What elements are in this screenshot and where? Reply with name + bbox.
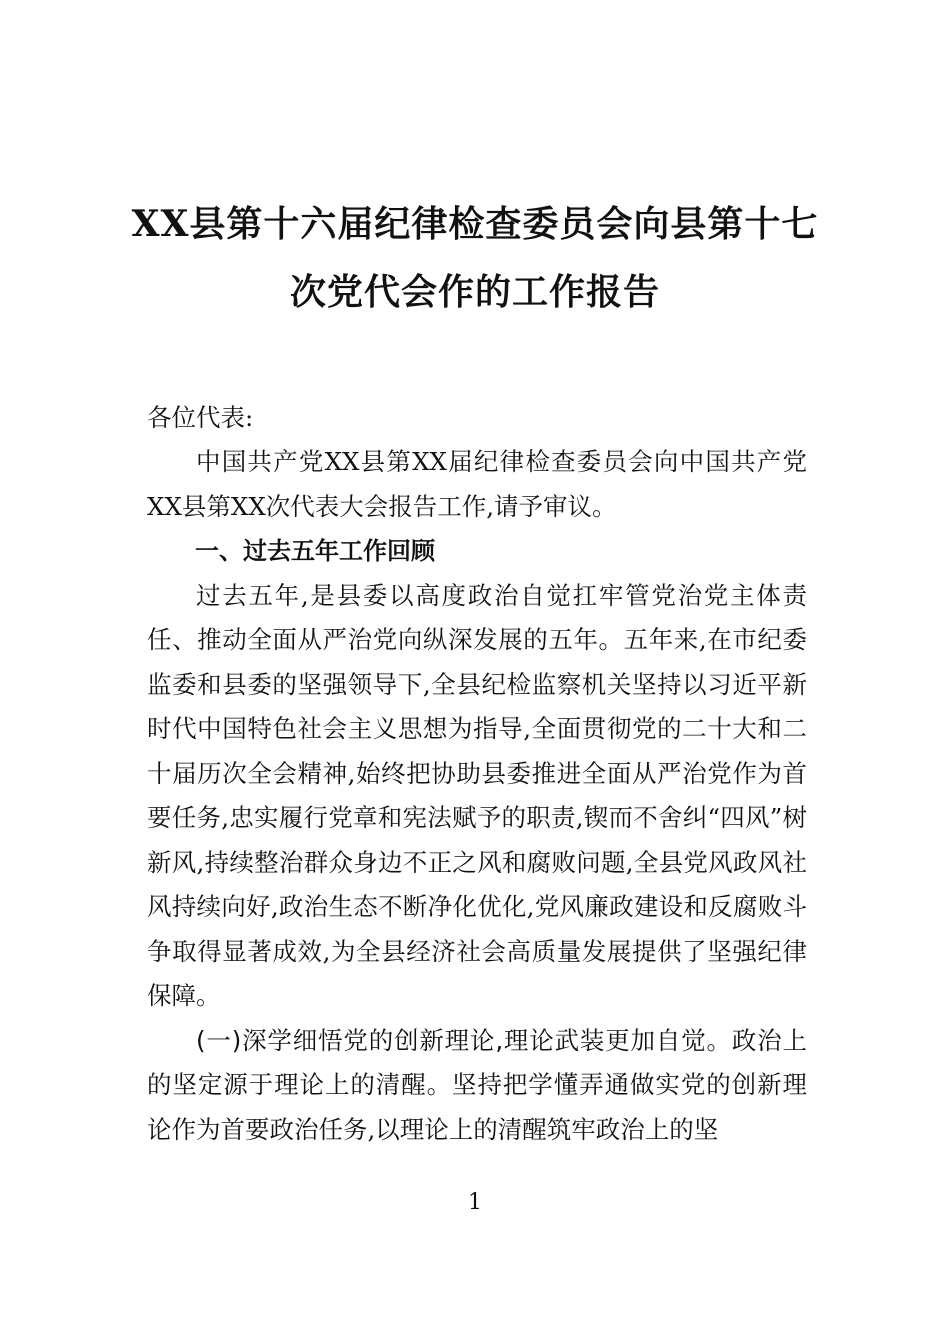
subsection-1-paragraph xyxy=(147,1019,807,1153)
section-heading-1: 一、过去五年工作回顾 xyxy=(195,537,435,565)
document-body xyxy=(147,440,807,1152)
page-number: 1 xyxy=(468,1190,482,1215)
subsection-1-text: 政治上的坚定源于理论上的清醒。坚持把学懂弄通做实党的创新理论作为首要政治任务,以理论上的清醒筑牢政治上的坚 xyxy=(147,1025,808,1144)
opening-paragraph: 中国共产党XX县第XX届纪律检查委员会向中国共产党XX县第XX次代表大会报告工作,请予审议。 xyxy=(147,447,807,521)
document-title-line-2: 次党代会作的工作报告 xyxy=(289,271,660,313)
salutation: 各位代表: xyxy=(147,403,254,432)
subsection-heading-1: (一)深学细悟党的创新理论,理论武装更加自觉。 xyxy=(196,1025,732,1055)
section-1-paragraph: 过去五年,是县委以高度政治自觉扛牢管党治党主体责任、推动全面从严治党向纵深发展的五年。五年来,在市纪委监委和县委的坚强领导下,全县纪检监察机关坚持以习近平新时代中国特色社会主义思想为指导,全面贯彻党的二十大和二十届历次全会精神,始终把协助县委推进全面从严治党作为首要任务,忠实履行党章和宪法赋予的职责,锲而不舍纠“四风”树新风,持续整治群众身边不正之风和腐败问题,全县党风政风社风持续向好,政治生态不断净化优化,党风廉政建设和反腐败斗争取得显著成效,为全县经济社会高质量发展提供了坚强纪律保障。 xyxy=(147,580,807,1010)
document-title-line-1: XX县第十六届纪律检查委员会向县第十七 xyxy=(131,203,819,245)
